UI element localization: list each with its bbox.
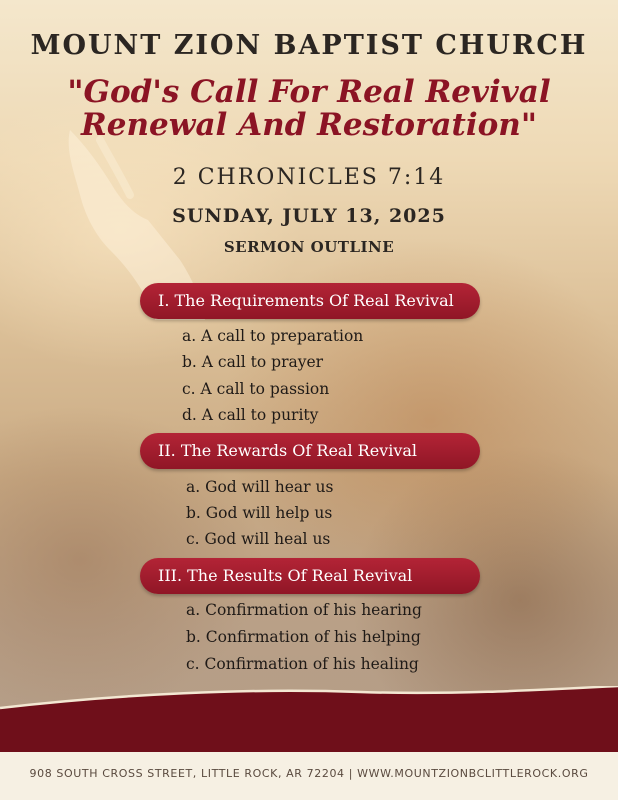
- footer-address: 908 SOUTH CROSS STREET, LITTLE ROCK, AR 72204 | WWW.MOUNTZIONBCLITTLEROCK.ORG: [29, 767, 589, 780]
- list-item: c. A call to passion: [182, 380, 330, 398]
- list-item: a. Confirmation of his hearing: [186, 601, 422, 619]
- section-heading-1: I. The Requirements Of Real Revival: [140, 283, 480, 319]
- church-name: MOUNT ZION BAPTIST CHURCH: [30, 30, 588, 61]
- sermon-title-line2: Renewal And Restoration": [81, 107, 537, 143]
- list-item: a. A call to preparation: [182, 327, 364, 345]
- list-item: b. Confirmation of his helping: [186, 628, 421, 646]
- outline-label: SERMON OUTLINE: [223, 238, 395, 256]
- list-item: b. A call to prayer: [182, 353, 324, 371]
- list-item: a. God will hear us: [186, 478, 334, 496]
- sermon-title-line1: "God's Call For Real Revival: [67, 74, 551, 110]
- list-item: b. God will help us: [186, 504, 333, 522]
- sermon-date: SUNDAY, JULY 13, 2025: [172, 205, 446, 227]
- footer-wave-decoration: [0, 686, 618, 756]
- list-item: d. A call to purity: [182, 406, 319, 424]
- list-item: c. God will heal us: [186, 530, 331, 548]
- list-item: c. Confirmation of his healing: [186, 655, 419, 673]
- section-heading-3: III. The Results Of Real Revival: [140, 558, 480, 594]
- scripture-reference: 2 CHRONICLES 7:14: [172, 165, 446, 190]
- section-heading-2: II. The Rewards Of Real Revival: [140, 433, 480, 469]
